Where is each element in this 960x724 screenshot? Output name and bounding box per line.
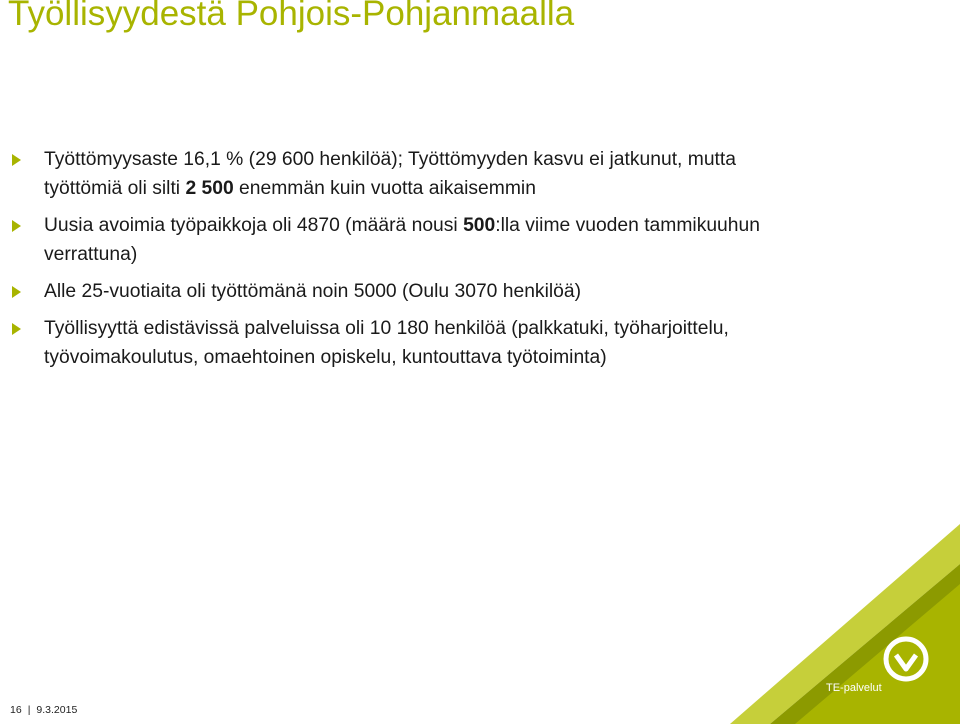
bullet-text: Uusia avoimia työpaikkoja oli 4870 (määrä nousi (44, 215, 464, 236)
page-number: 16 (10, 704, 22, 716)
bullet-triangle-icon (12, 154, 21, 166)
bullet-item (0, 211, 800, 269)
bullet-triangle-icon (12, 220, 21, 232)
bullet-item (0, 277, 800, 306)
brand-name: TE-palvelut (826, 682, 882, 694)
bullet-text: enemmän kuin vuotta aikaisemmin (233, 178, 536, 199)
footer-separator: | (27, 704, 31, 716)
bullet-item (0, 145, 800, 203)
bullet-emphasis: 2 500 (185, 178, 234, 199)
slide-date: 9.3.2015 (36, 704, 78, 716)
slide-title: Työllisyydestä Pohjois-Pohjanmaalla (8, 0, 575, 33)
bullet-list (0, 145, 800, 380)
bullet-emphasis: 500 (463, 215, 496, 236)
bullet-text: Työllisyyttä edistävissä palveluissa oli 10 180 henkilöä (palkkatuki, työharjoittelu, työvoimakoulutus, omaehtoinen opiskelu, kuntouttava työtoiminta) (44, 318, 729, 368)
bullet-item (0, 314, 800, 372)
slide-footer (10, 704, 77, 716)
bullet-triangle-icon (12, 286, 21, 298)
corner-decoration (660, 524, 960, 724)
brand-logo-text (826, 682, 886, 694)
bullet-text: :lla viime vuoden tammikuuhun verrattuna) (44, 215, 760, 265)
bullet-triangle-icon (12, 323, 21, 335)
bullet-text: Alle 25-vuotiaita oli työttömänä noin 5000 (Oulu 3070 henkilöä) (44, 281, 582, 302)
bullet-text: Työttömyysaste 16,1 % (29 600 henkilöä); Työttömyyden kasvu ei jatkunut, mutta työttömiä oli silti (44, 149, 736, 199)
